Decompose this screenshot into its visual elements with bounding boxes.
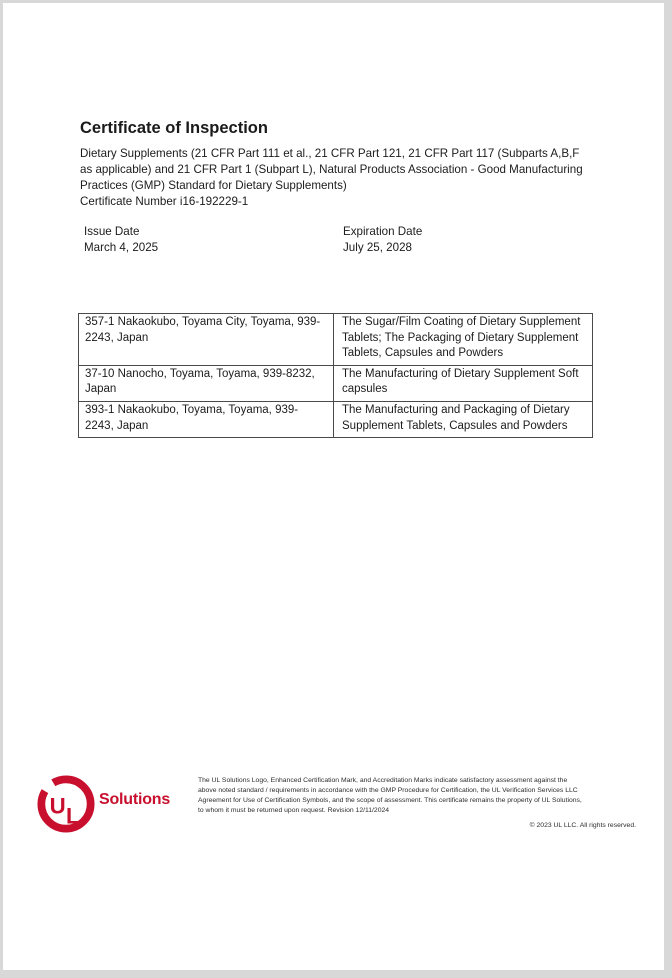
certificate-page xyxy=(3,3,664,970)
facilities-table xyxy=(78,313,593,438)
copyright-notice: © 2023 UL LLC. All rights reserved. xyxy=(529,822,636,829)
issue-date-value: March 4, 2025 xyxy=(84,240,159,254)
standard-description: Dietary Supplements (21 CFR Part 111 et al., 21 CFR Part 121, 21 CFR Part 117 (Subparts A,B,F as applicable) and 21 CFR Part 1 (Subpart L), Natural Products Association - Good Manufacturing Practices (GMP) Standard for Dietary Supplements) xyxy=(80,147,583,192)
disclaimer-text xyxy=(198,776,640,816)
table-row xyxy=(79,401,593,437)
page-title: Certificate of Inspection xyxy=(80,119,268,137)
expiration-date-label: Expiration Date xyxy=(343,225,423,238)
dates-section xyxy=(3,224,664,258)
issue-date xyxy=(84,224,158,255)
ul-solutions-logo xyxy=(37,773,217,835)
standard-description-block xyxy=(80,146,592,210)
ul-monogram-u: U xyxy=(49,793,66,819)
facility-address-cell: 357-1 Nakaokubo, Toyama City, Toyama, 939-2243, Japan xyxy=(79,314,334,366)
disclaimer-line: The UL Solutions Logo, Enhanced Certification Mark, and Accreditation Marks indicate satisfactory assessment against the xyxy=(198,777,568,784)
facility-scope-cell: The Sugar/Film Coating of Dietary Supplement Tablets; The Packaging of Dietary Supplement Tablets, Capsules and Powders xyxy=(334,314,593,366)
solutions-wordmark: Solutions xyxy=(99,791,171,808)
disclaimer-line: to whom it must be returned upon request. Revision 12/11/2024 xyxy=(198,807,390,814)
expiration-date-value: July 25, 2028 xyxy=(343,240,412,254)
table-row xyxy=(79,314,593,366)
facility-scope-cell: The Manufacturing of Dietary Supplement Soft capsules xyxy=(334,365,593,401)
certificate-number: Certificate Number i16-192229-1 xyxy=(80,195,249,208)
ul-monogram-l: L xyxy=(66,803,80,829)
disclaimer-line: above noted standard / requirements in accordance with the GMP Procedure for Certification, the UL Verification Services LLC xyxy=(198,787,578,794)
disclaimer-line: Agreement for Use of Certification Symbols, and the scope of assessment. This certificate remains the property of UL Solutions, xyxy=(198,797,582,804)
facility-address-cell: 37-10 Nanocho, Toyama, Toyama, 939-8232, Japan xyxy=(79,365,334,401)
issue-date-label: Issue Date xyxy=(84,225,140,238)
expiration-date xyxy=(343,224,422,255)
facility-address-cell: 393-1 Nakaokubo, Toyama, Toyama, 939-2243, Japan xyxy=(79,401,334,437)
ul-circle-mark-icon xyxy=(37,775,95,833)
table-row xyxy=(79,365,593,401)
facility-scope-cell: The Manufacturing and Packaging of Dietary Supplement Tablets, Capsules and Powders xyxy=(334,401,593,437)
